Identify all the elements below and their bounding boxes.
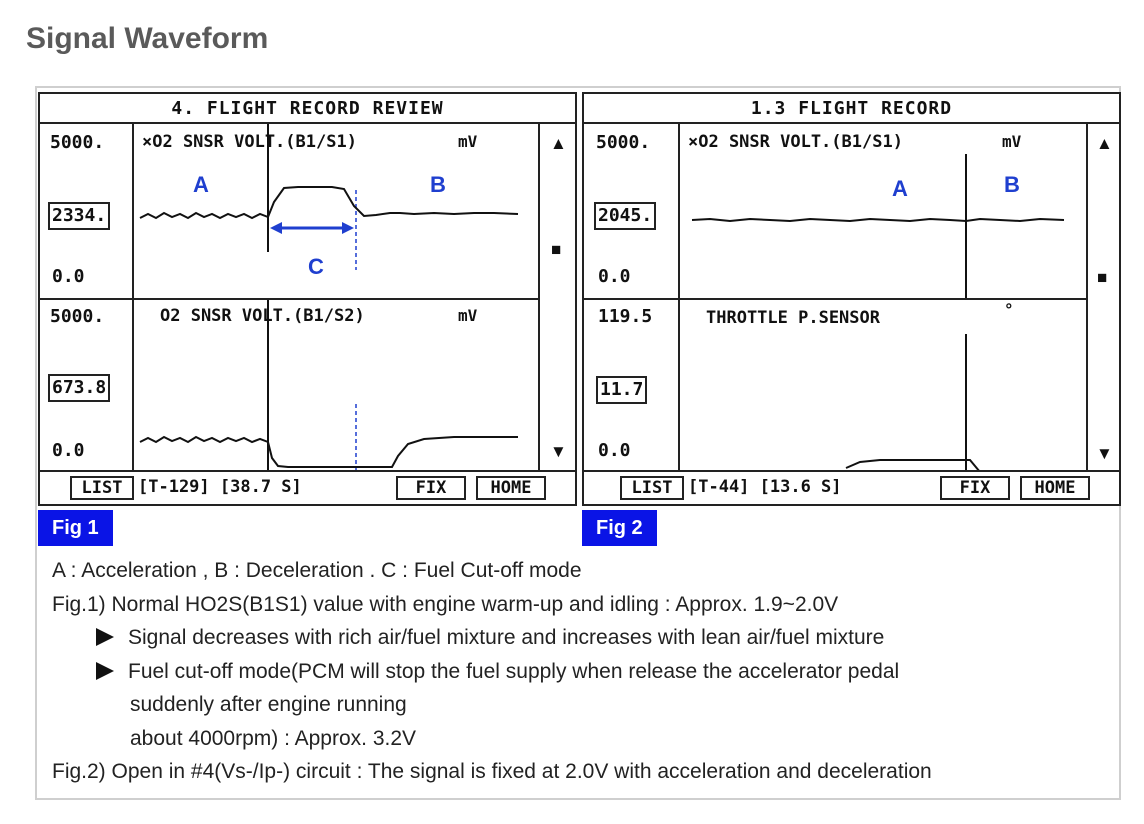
scroll-up-icon[interactable]: ▲ (550, 134, 567, 153)
fig2-annotation-a: A (892, 176, 908, 201)
fig2-screen-header: 1.3 FLIGHT RECORD (584, 94, 1119, 124)
stop-icon[interactable]: ■ (1097, 268, 1108, 287)
fig2-footer-bar (584, 470, 1119, 504)
fig2-bottom-scale-min: 0.0 (598, 440, 631, 461)
fig1-arrow-right-head (342, 222, 354, 234)
fig2-top-unit: mV (1002, 132, 1022, 151)
fig2-scan-screen (582, 92, 1121, 506)
fig2-scroll-divider (1086, 124, 1088, 472)
fig2-top-scale-max: 5000. (596, 132, 651, 153)
bullet-fuel-cutoff-cont2: about 4000rpm) : Approx. 3.2V (130, 726, 417, 750)
fig1-list-button[interactable]: LIST (70, 476, 134, 500)
scroll-up-icon[interactable]: ▲ (1096, 134, 1113, 153)
fig2-top-current-value: 2045. (594, 202, 656, 230)
fig2-annotation-b: B (1004, 172, 1020, 197)
fig1-top-current-value: 2334. (48, 202, 110, 230)
fig1-top-scale-min: 0.0 (52, 266, 85, 287)
fig2-list-button[interactable]: LIST (620, 476, 684, 500)
bullet-fuel-cutoff (52, 655, 1112, 689)
bullet-fuel-cutoff-cont1: suddenly after engine running (130, 693, 407, 716)
fig1-footer-bar (40, 470, 575, 504)
fig2-bottom-scale-max: 119.5 (598, 306, 653, 327)
fig1-scan-screen (38, 92, 577, 506)
fig1-fix-button[interactable]: FIX (396, 476, 466, 500)
bullet-fuel-cutoff-text: Fuel cut-off mode(PCM will stop the fuel supply when release the accelerator pedal (128, 659, 900, 683)
fig2-top-waveform (692, 219, 1064, 221)
fig2-bottom-current-value: 11.7 (596, 376, 647, 404)
fig2-top-signal-label: ×O2 SNSR VOLT.(B1/S1) (688, 132, 903, 152)
fig1-annotation-a: A (193, 172, 209, 197)
scroll-down-icon[interactable]: ▼ (1096, 444, 1113, 463)
fig1-bottom-signal-label: O2 SNSR VOLT.(B1/S2) (160, 306, 365, 326)
fig2-time-readout: [T-44] [13.6 S] (688, 477, 842, 497)
fig2-bottom-signal-label: THROTTLE P.SENSOR (706, 308, 880, 328)
bullet-arrow-icon (96, 628, 114, 646)
fig2-badge: Fig 2 (582, 510, 657, 546)
fig2-bottom-unit: ° (1004, 300, 1014, 319)
bullet-arrow-icon (96, 662, 114, 680)
fig1-home-button[interactable]: HOME (476, 476, 546, 500)
fig1-arrow-left-head (270, 222, 282, 234)
fig2-description: Fig.2) Open in #4(Vs-/Ip-) circuit : The signal is fixed at 2.0V with acceleration and deceleration (52, 760, 932, 783)
bullet-signal (52, 621, 1112, 655)
fig1-bottom-unit: mV (458, 306, 478, 325)
fig2-waveform-plot (680, 124, 1086, 472)
fig1-top-scale-max: 5000. (50, 132, 105, 153)
fig1-annotation-b: B (430, 172, 446, 197)
fig1-annotation-c: C (308, 254, 324, 279)
fig1-top-unit: mV (458, 132, 478, 151)
description-text (52, 554, 1112, 789)
scroll-down-icon[interactable]: ▼ (550, 442, 567, 461)
fig2-home-button[interactable]: HOME (1020, 476, 1090, 500)
page-title: Signal Waveform (26, 22, 269, 55)
fig1-bottom-scale-min: 0.0 (52, 440, 85, 461)
bullet-signal-text: Signal decreases with rich air/fuel mixture and increases with lean air/fuel mixture (128, 626, 885, 649)
fig1-top-signal-label: ×O2 SNSR VOLT.(B1/S1) (142, 132, 357, 152)
fig2-fix-button[interactable]: FIX (940, 476, 1010, 500)
legend-line: A : Acceleration , B : Deceleration . C : Fuel Cut-off mode (52, 559, 582, 582)
fig1-scroll-divider (538, 124, 540, 472)
fig1-bottom-scale-max: 5000. (50, 306, 105, 327)
fig1-time-readout: [T-129] [38.7 S] (138, 477, 302, 497)
fig1-description: Fig.1) Normal HO2S(B1S1) value with engine warm-up and idling : Approx. 1.9~2.0V (52, 592, 839, 616)
fig2-top-scale-min: 0.0 (598, 266, 631, 287)
stop-icon[interactable]: ■ (551, 240, 562, 259)
fig1-bottom-waveform (140, 437, 518, 467)
fig1-bottom-current-value: 673.8 (48, 374, 110, 402)
fig1-screen-header: 4. FLIGHT RECORD REVIEW (40, 94, 575, 124)
fig1-badge: Fig 1 (38, 510, 113, 546)
